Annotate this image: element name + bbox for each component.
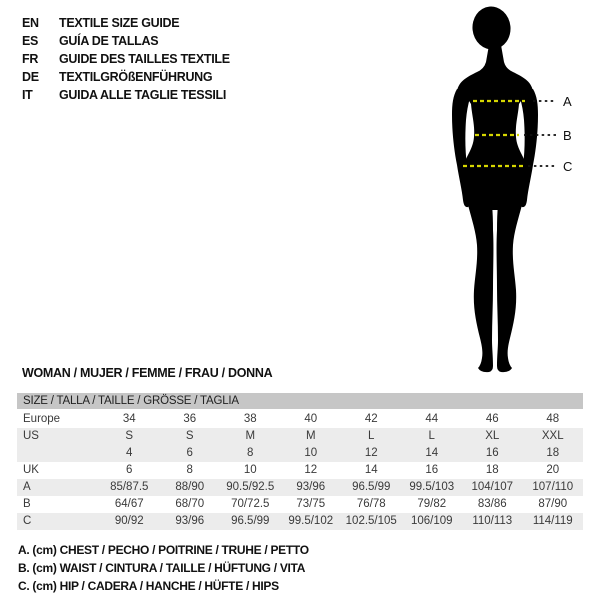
table-row	[17, 428, 583, 445]
row-label: UK	[23, 464, 39, 476]
table-cell: 20	[546, 464, 560, 476]
table-cell: 85/87.5	[110, 481, 149, 493]
table-cell: 76/78	[356, 498, 386, 510]
table-cell: 83/86	[477, 498, 507, 510]
row-label: A	[23, 481, 31, 493]
table-row	[17, 445, 583, 462]
row-label	[17, 445, 99, 462]
table-cell: 34	[122, 413, 136, 425]
table-cell: 93/96	[175, 515, 205, 527]
guide-title-en: TEXTILE SIZE GUIDE	[59, 16, 180, 30]
table-cell: 90/92	[114, 515, 144, 527]
table-cell: M	[245, 430, 256, 442]
language-code: IT	[22, 88, 33, 102]
table-cell: 38	[243, 413, 257, 425]
table-cell: S	[185, 430, 194, 442]
language-row-de	[22, 68, 230, 86]
table-cell: 14	[425, 447, 439, 459]
table-cell: 99.5/103	[409, 481, 455, 493]
hip-label: C	[563, 159, 573, 174]
guide-title-de: TEXTILGRÖßENFÜHRUNG	[59, 70, 213, 84]
legend-line-waist: B. (cm) WAIST / CINTURA / TAILLE / HÜFTUNG / VITA	[18, 561, 306, 575]
table-cell: 90.5/92.5	[226, 481, 275, 493]
size-table-header: SIZE / TALLA / TAILLE / GRÖSSE / TAGLIA	[17, 393, 583, 409]
chest-label: A	[563, 94, 572, 109]
legend-line-hip: C. (cm) HIP / CADERA / HANCHE / HÜFTE / HIPS	[18, 579, 279, 593]
table-cell: 8	[186, 464, 193, 476]
table-cell: 6	[126, 464, 133, 476]
language-code: EN	[22, 16, 39, 30]
table-cell: 40	[304, 413, 318, 425]
table-cell: 4	[126, 447, 133, 459]
language-title-block	[22, 14, 230, 104]
table-cell: 114/119	[532, 515, 573, 527]
table-cell: 110/113	[472, 515, 513, 527]
guide-title-it: GUIDA ALLE TAGLIE TESSILI	[59, 88, 227, 102]
table-cell: XL	[485, 430, 500, 442]
table-cell: 70/72.5	[231, 498, 270, 510]
language-code: ES	[22, 34, 39, 48]
table-cell: 79/82	[417, 498, 447, 510]
table-cell: 10	[304, 447, 318, 459]
row-label: US	[23, 430, 39, 442]
table-cell: 68/70	[175, 498, 205, 510]
table-cell: 73/75	[296, 498, 326, 510]
language-row-it	[22, 86, 230, 104]
table-cell: XXL	[541, 430, 564, 442]
legend-line-chest: A. (cm) CHEST / PECHO / POITRINE / TRUHE / PETTO	[18, 543, 309, 557]
table-cell: 104/107	[471, 481, 514, 493]
section-heading-woman: WOMAN / MUJER / FEMME / FRAU / DONNA	[22, 366, 273, 380]
table-cell: 107/110	[532, 481, 574, 493]
table-row	[17, 479, 583, 496]
table-cell: 16	[425, 464, 439, 476]
waist-label: B	[563, 128, 572, 143]
table-cell: 8	[247, 447, 254, 459]
table-cell: 88/90	[175, 481, 205, 493]
table-cell: L	[368, 430, 375, 442]
table-cell: 106/109	[410, 515, 453, 527]
row-label: Europe	[23, 413, 61, 425]
table-cell: 36	[183, 413, 197, 425]
table-cell: M	[305, 430, 316, 442]
table-cell: 6	[186, 447, 193, 459]
language-row-en	[22, 14, 230, 32]
table-row	[17, 496, 583, 513]
table-cell: 12	[364, 447, 378, 459]
language-code: FR	[22, 52, 39, 66]
table-row	[17, 411, 583, 428]
table-cell: 93/96	[296, 481, 326, 493]
table-cell: 18	[485, 464, 499, 476]
table-cell: 99.5/102	[288, 515, 334, 527]
table-cell: 102.5/105	[345, 515, 397, 527]
language-code: DE	[22, 70, 39, 84]
table-cell: 48	[546, 413, 560, 425]
language-row-es	[22, 32, 230, 50]
table-cell: 14	[364, 464, 378, 476]
woman-silhouette-figure	[440, 0, 600, 380]
table-cell: 10	[243, 464, 257, 476]
table-cell: 18	[546, 447, 560, 459]
woman-silhouette	[452, 5, 538, 373]
table-cell: L	[428, 430, 435, 442]
measure-legend	[18, 541, 309, 595]
table-cell: S	[125, 430, 134, 442]
size-table-body	[17, 411, 583, 530]
table-cell: 96.5/99	[352, 481, 391, 493]
row-label: B	[23, 498, 31, 510]
guide-title-fr: GUIDE DES TAILLES TEXTILE	[59, 52, 230, 66]
table-cell: 87/90	[538, 498, 568, 510]
table-cell: 16	[485, 447, 499, 459]
table-cell: 44	[425, 413, 439, 425]
size-table	[17, 393, 583, 530]
table-cell: 46	[485, 413, 499, 425]
row-label: C	[23, 515, 32, 527]
table-row	[17, 513, 583, 530]
language-row-fr	[22, 50, 230, 68]
table-cell: 64/67	[114, 498, 144, 510]
table-cell: 96.5/99	[231, 515, 270, 527]
table-row	[17, 462, 583, 479]
table-cell: 42	[364, 413, 378, 425]
guide-title-es: GUÍA DE TALLAS	[59, 34, 159, 48]
table-cell: 12	[304, 464, 318, 476]
